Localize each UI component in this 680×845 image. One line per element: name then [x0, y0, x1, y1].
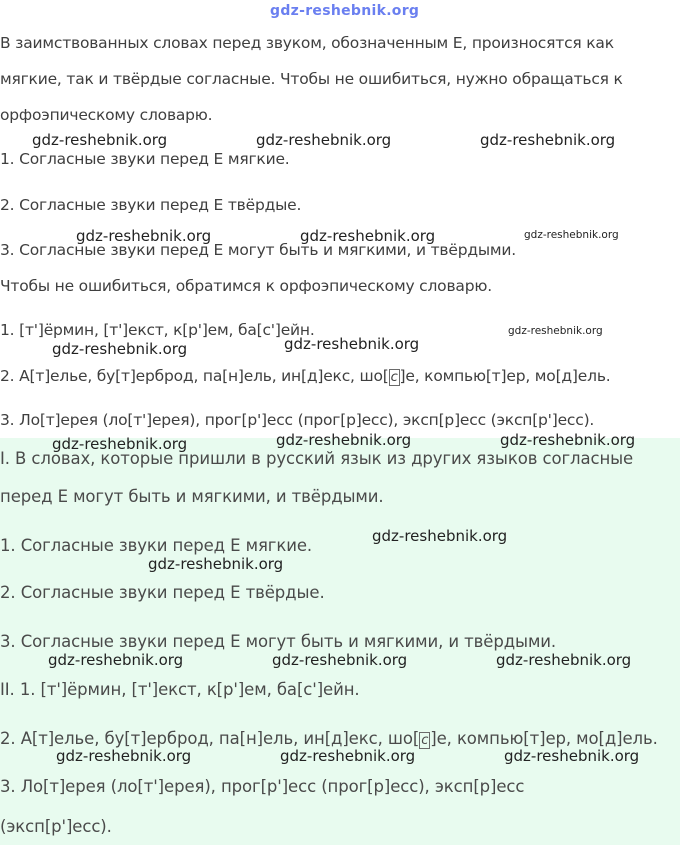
answer-line-2: перед Е могут быть и мягкими, и твёрдыми.	[0, 487, 384, 506]
watermark: gdz-reshebnik.org	[52, 340, 188, 358]
header-watermark: gdz-reshebnik.org	[270, 3, 420, 19]
item-2: 2. Согласные звуки перед Е твёрдые.	[0, 196, 302, 214]
watermark: gdz-reshebnik.org	[276, 431, 412, 449]
answer-example-2-start: 2. А[т]елье, бу[т]ерброд, па[н]ель, ин[д]екс, шо[	[0, 729, 420, 748]
item-3: 3. Согласные звуки перед Е могут быть и мягкими, и твёрдыми.	[0, 241, 516, 259]
watermark: gdz-reshebnik.org	[372, 527, 508, 545]
answer-example-2-end: ]е, компью[т]ер, мо[д]ель.	[430, 729, 658, 748]
watermark: gdz-reshebnik.org	[148, 555, 284, 573]
answer-example-2	[0, 729, 658, 748]
watermark: gdz-reshebnik.org	[284, 335, 420, 353]
answer-item-1: 1. Согласные звуки перед Е мягкие.	[0, 536, 313, 555]
watermark: gdz-reshebnik.org	[504, 747, 640, 765]
example-3: 3. Ло[т]ерея (ло[т']ерея), прог[р']есс (прог[р]есс), эксп[р]есс (эксп[р']есс).	[0, 411, 595, 429]
answer-example-1: II. 1. [т']ёрмин, [т']екст, к[р']ем, ба[с']ейн.	[0, 680, 360, 699]
watermark: gdz-reshebnik.org	[76, 227, 212, 245]
dictionary-note: Чтобы не ошибиться, обратимся к орфоэпическому словарю.	[0, 277, 492, 295]
answer-example-3-cont: (эксп[р']есс).	[0, 817, 112, 836]
watermark: gdz-reshebnik.org	[52, 435, 188, 453]
watermark: gdz-reshebnik.org	[508, 325, 603, 337]
intro-line-2: мягкие, так и твёрдые согласные. Чтобы не ошибиться, нужно обращаться к	[0, 70, 623, 88]
watermark: gdz-reshebnik.org	[32, 131, 168, 149]
watermark: gdz-reshebnik.org	[48, 651, 184, 669]
watermark: gdz-reshebnik.org	[56, 747, 192, 765]
watermark: gdz-reshebnik.org	[524, 229, 619, 241]
intro-line-3: орфоэпическому словарю.	[0, 106, 213, 124]
watermark: gdz-reshebnik.org	[500, 431, 636, 449]
answer-item-2: 2. Согласные звуки перед Е твёрдые.	[0, 583, 325, 602]
watermark: gdz-reshebnik.org	[300, 227, 436, 245]
answer-line-1: I. В словах, которые пришли в русский язык из других языков согласные	[0, 449, 634, 468]
example-2-start: 2. А[т]елье, бу[т]ерброд, па[н]ель, ин[д]екс, шо[	[0, 367, 389, 385]
answer-example-2-mark: с	[421, 733, 429, 748]
intro-line-1: В заимствованных словах перед звуком, обозначенным Е, произносятся как	[0, 34, 614, 52]
watermark: gdz-reshebnik.org	[480, 131, 616, 149]
example-1: 1. [т']ёрмин, [т']екст, к[р']ем, ба[с']ейн.	[0, 321, 315, 339]
watermark: gdz-reshebnik.org	[280, 747, 416, 765]
watermark: gdz-reshebnik.org	[272, 651, 408, 669]
example-2-end: ]е, компью[т]ер, мо[д]ель.	[399, 367, 611, 385]
example-2-mark: с	[390, 370, 398, 385]
watermark: gdz-reshebnik.org	[496, 651, 632, 669]
watermark: gdz-reshebnik.org	[256, 131, 392, 149]
example-2	[0, 367, 610, 385]
item-1: 1. Согласные звуки перед Е мягкие.	[0, 150, 290, 168]
answer-example-3: 3. Ло[т]ерея (ло[т']ерея), прог[р']есс (прог[р]есс), эксп[р]есс	[0, 777, 525, 796]
answer-item-3: 3. Согласные звуки перед Е могут быть и мягкими, и твёрдыми.	[0, 632, 557, 651]
